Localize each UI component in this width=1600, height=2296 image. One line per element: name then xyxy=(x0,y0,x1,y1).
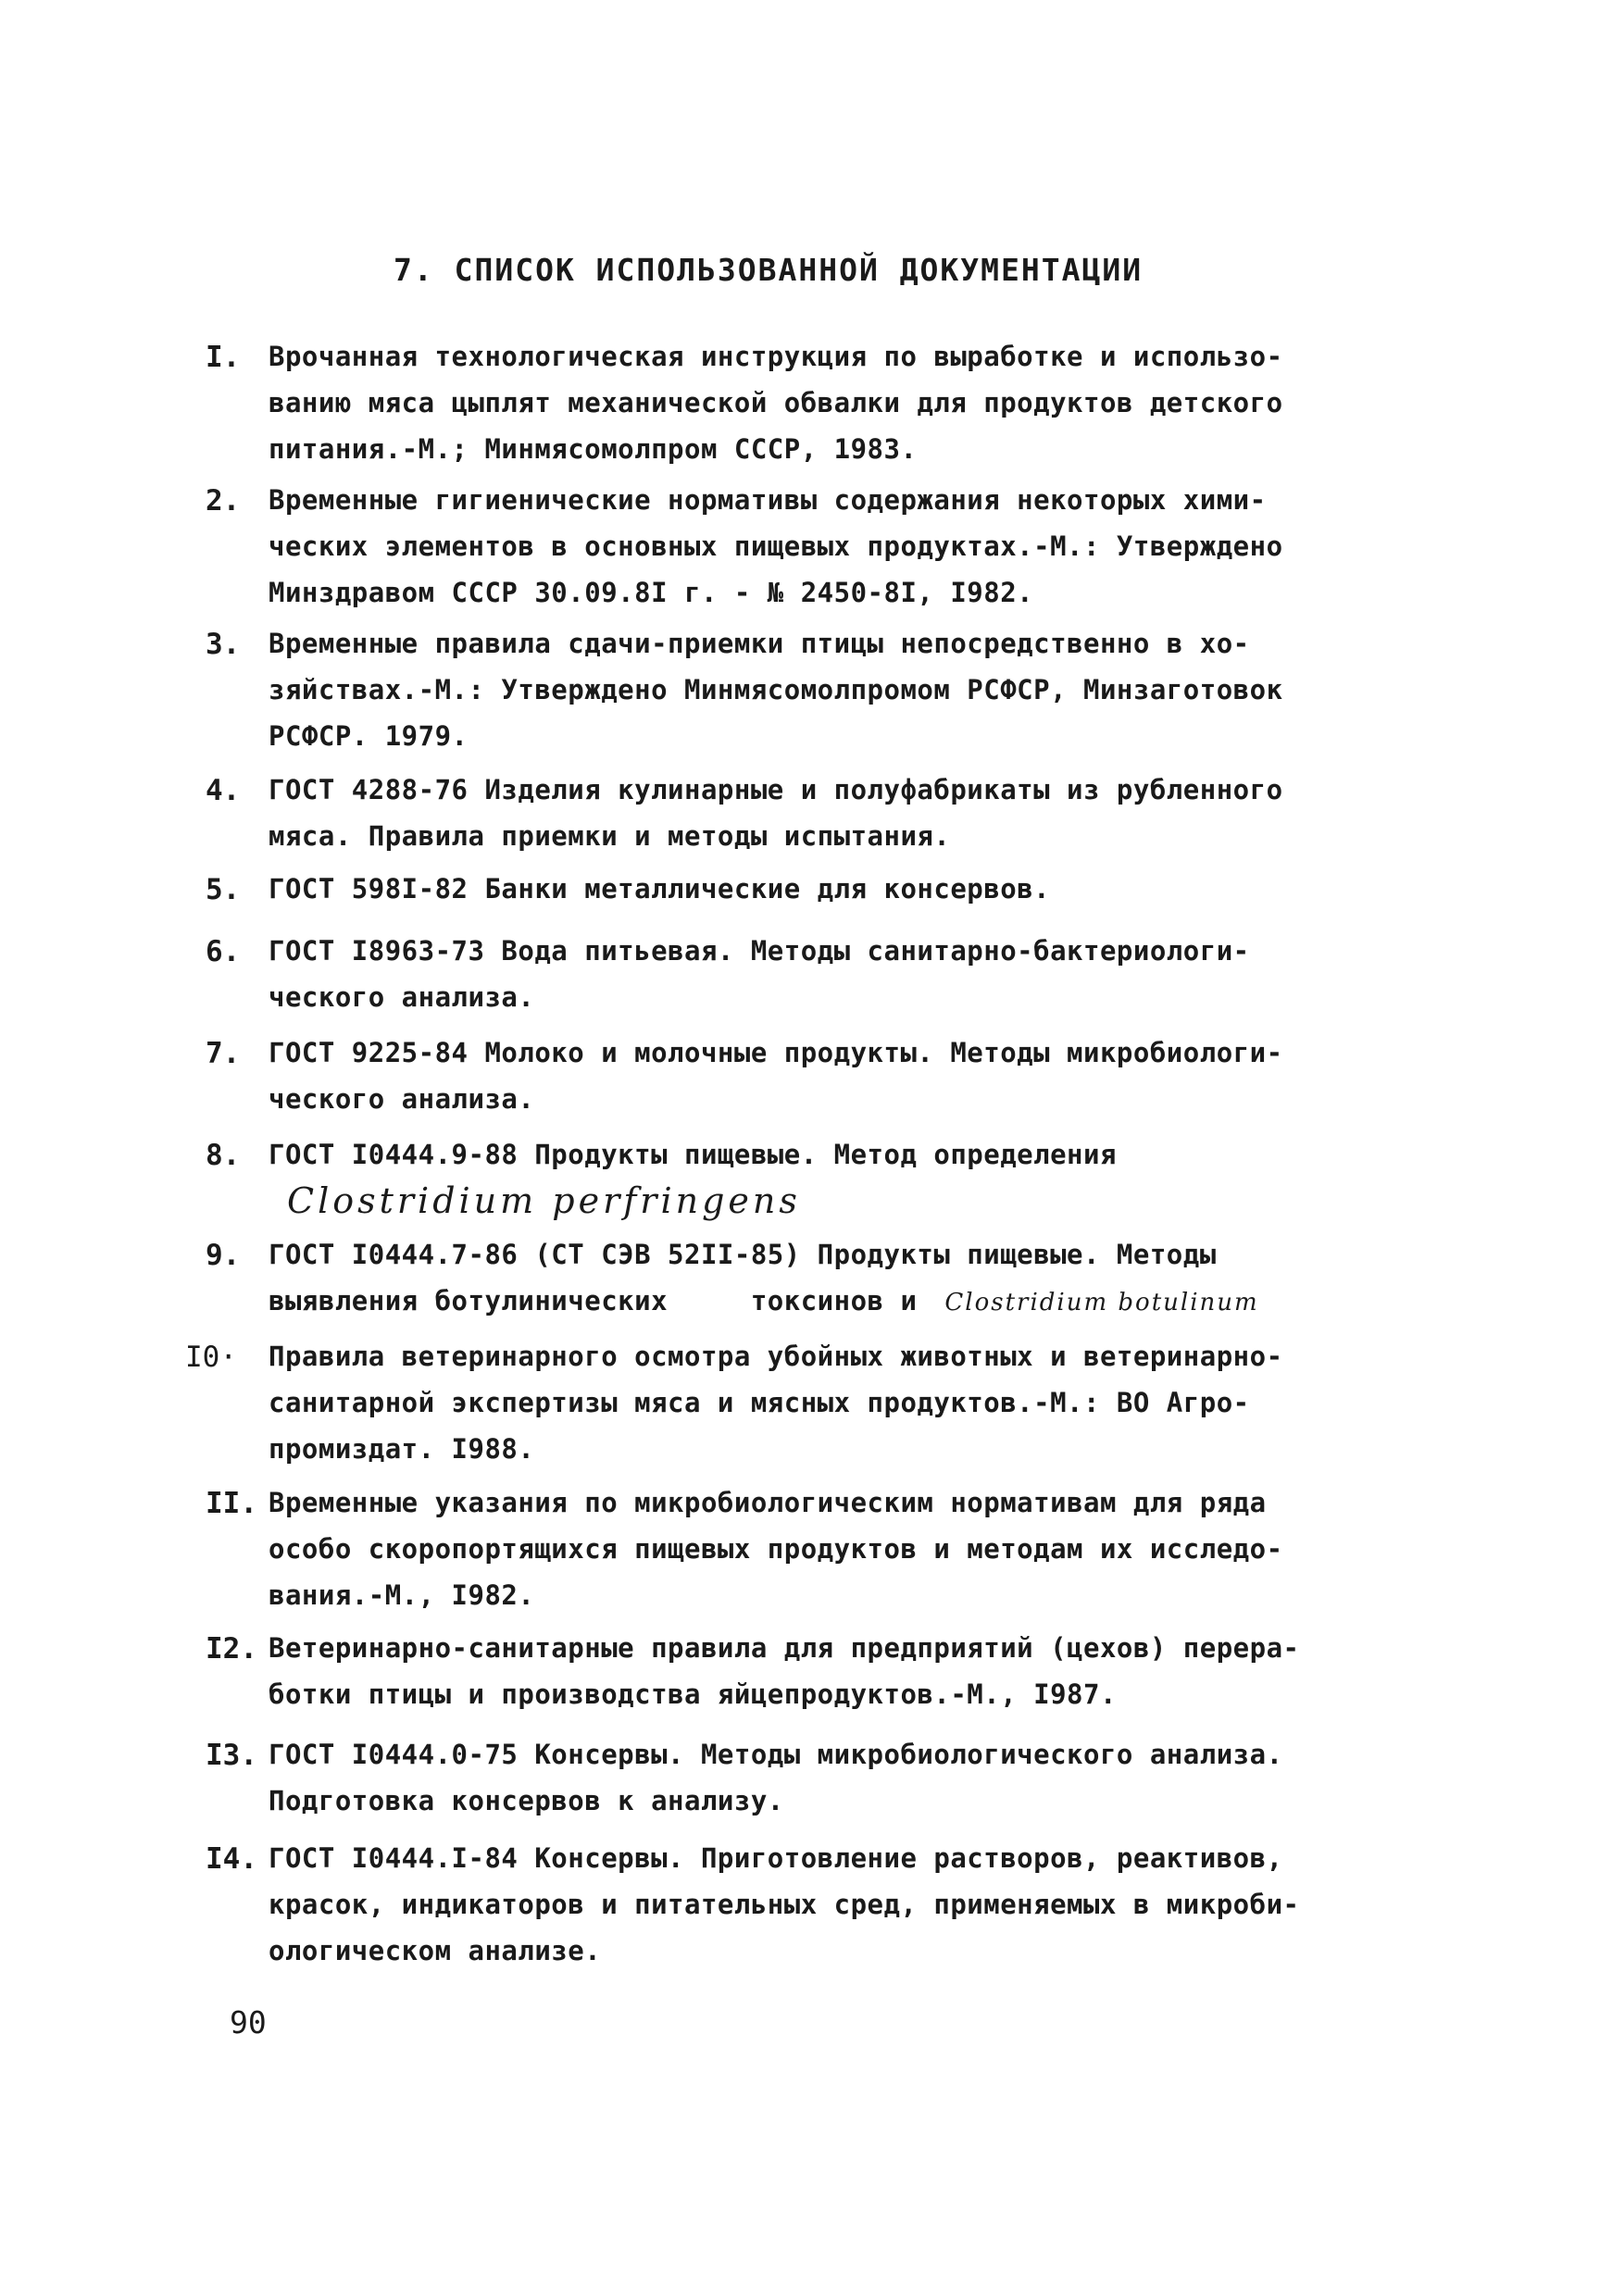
item-line: красок, индикаторов и питательных сред, применяемых в микроби- xyxy=(269,1889,1300,1920)
item-number: II. xyxy=(206,1487,257,1520)
item-number: I3. xyxy=(206,1739,257,1772)
item-line: вания.-М., I982. xyxy=(269,1579,535,1611)
item-line: Правила ветеринарного осмотра убойных животных и ветеринарно- xyxy=(269,1341,1283,1372)
item-line: ботки птицы и производства яйцепродуктов.-М., I987. xyxy=(269,1678,1117,1710)
page-title: 7. СПИСОК ИСПОЛЬЗОВАННОЙ ДОКУМЕНТАЦИИ xyxy=(394,252,1144,288)
handwritten-note: Clostridium botulinum xyxy=(944,1289,1259,1316)
item-line: промиздат. I988. xyxy=(269,1433,535,1465)
item-number: 5. xyxy=(206,873,241,906)
item-line: ванию мяса цыплят механической обвалки для продуктов детского xyxy=(269,387,1283,418)
item-number: 2. xyxy=(206,484,241,518)
item-line-text: выявления ботулинических токсинов и xyxy=(269,1285,918,1316)
item-line: зяйствах.-М.: Утверждено Минмясомолпромом РСФСР, Минзаготовок xyxy=(269,674,1283,705)
page-number: 90 xyxy=(230,2004,267,2040)
item-line: ческого анализа. xyxy=(269,1083,535,1115)
item-line: ГОСТ I0444.0-75 Консервы. Методы микробиологического анализа. xyxy=(269,1739,1283,1770)
item-number: 4. xyxy=(206,774,241,807)
item-number: 7. xyxy=(206,1037,241,1070)
item-number: 9. xyxy=(206,1239,241,1272)
item-line xyxy=(269,1278,1417,1326)
handwritten-note: Clostridium perfringens xyxy=(287,1180,801,1221)
item-line: ГОСТ I0444.I-84 Консервы. Приготовление растворов, реактивов, xyxy=(269,1842,1283,1874)
item-line: ческих элементов в основных пищевых продуктах.-М.: Утверждено xyxy=(269,530,1283,562)
item-number: I. xyxy=(206,341,241,374)
item-line: Врочанная технологическая инструкция по выработке и использо- xyxy=(269,341,1283,372)
item-line: особо скоропортящихся пищевых продуктов и методам их исследо- xyxy=(269,1533,1283,1565)
item-number: 3. xyxy=(206,628,241,661)
item-line: Временные правила сдачи-приемки птицы непосредственно в хо- xyxy=(269,628,1250,659)
item-line: Подготовка консервов к анализу. xyxy=(269,1785,784,1816)
item-number: 8. xyxy=(206,1139,241,1172)
item-line: питания.-М.; Минмясомолпром СССР, 1983. xyxy=(269,433,918,465)
item-line: Временные гигиенические нормативы содержания некоторых хими- xyxy=(269,484,1267,516)
item-line: мяса. Правила приемки и методы испытания. xyxy=(269,820,951,852)
item-line: Минздравом СССР 30.09.8I г. - № 2450-8I, I982. xyxy=(269,577,1034,608)
item-line: РСФСР. 1979. xyxy=(269,720,469,752)
item-line: ГОСТ 9225-84 Молоко и молочные продукты. Методы микробиологи- xyxy=(269,1037,1283,1068)
item-line: Временные указания по микробиологическим нормативам для ряда xyxy=(269,1487,1267,1518)
item-line: ГОСТ I8963-73 Вода питьевая. Методы санитарно-бактериологи- xyxy=(269,935,1250,967)
item-line: ологическом анализе. xyxy=(269,1935,602,1966)
item-line: Ветеринарно-санитарные правила для предприятий (цехов) перера- xyxy=(269,1632,1300,1664)
item-number: I0· xyxy=(185,1341,237,1374)
item-line: ГОСТ 4288-76 Изделия кулинарные и полуфабрикаты из рубленного xyxy=(269,774,1283,805)
item-line: ческого анализа. xyxy=(269,981,535,1013)
item-line: ГОСТ 598I-82 Банки металлические для консервов. xyxy=(269,873,1051,905)
item-number: 6. xyxy=(206,935,241,968)
item-line: ГОСТ I0444.7-86 (СТ СЭВ 52II-85) Продукты пищевые. Методы xyxy=(269,1239,1217,1270)
item-line: санитарной экспертизы мяса и мясных продуктов.-М.: ВО Агро- xyxy=(269,1387,1250,1418)
item-number: I2. xyxy=(206,1632,257,1666)
item-line: ГОСТ I0444.9-88 Продукты пищевые. Метод определения xyxy=(269,1139,1117,1170)
item-number: I4. xyxy=(206,1842,257,1876)
